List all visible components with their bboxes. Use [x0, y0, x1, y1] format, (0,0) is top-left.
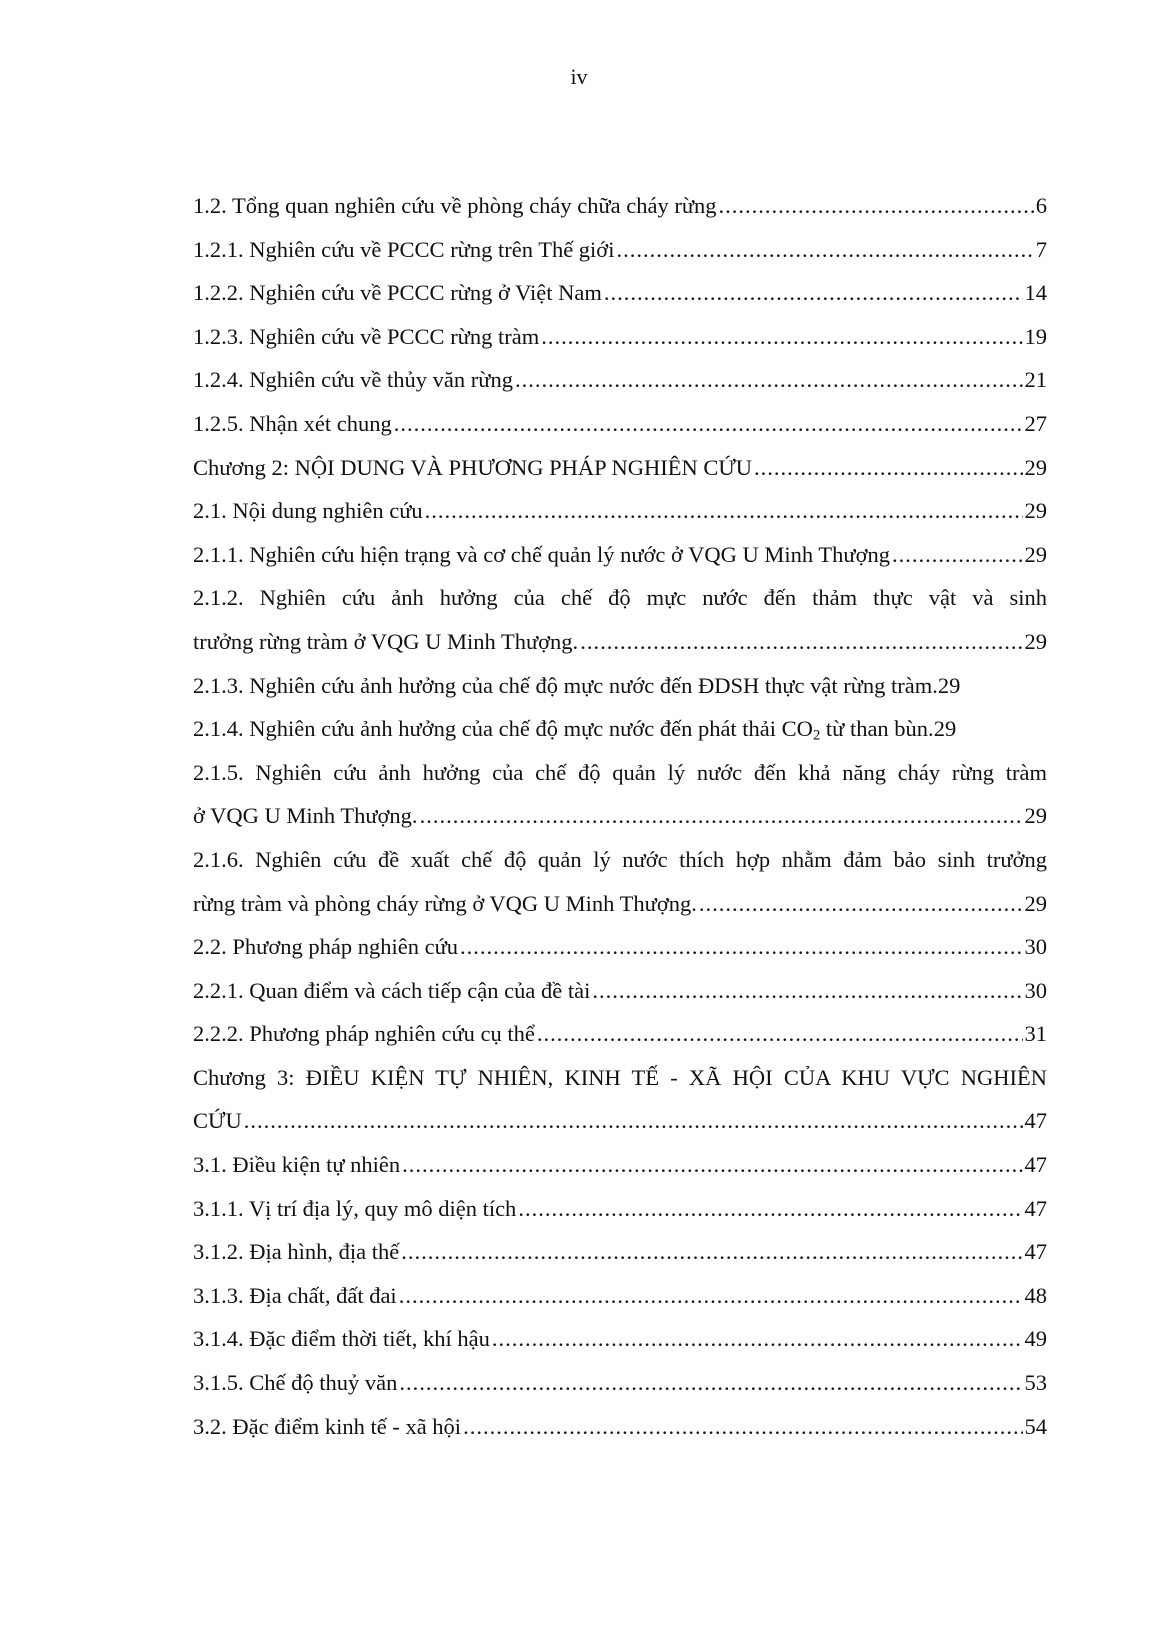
- toc-entry-title: Chương 2: NỘI DUNG VÀ PHƯƠNG PHÁP NGHIÊN CỨU: [193, 454, 753, 480]
- toc-entry-page: 31: [1024, 1021, 1047, 1047]
- toc-entry-page: 19: [1024, 323, 1047, 349]
- toc-entry-page: 29: [1024, 628, 1047, 654]
- toc-entry-page: 29: [1024, 803, 1047, 829]
- toc-entry[interactable]: [193, 1230, 1047, 1274]
- toc-entry-title: rừng tràm và phòng cháy rừng ở VQG U Minh Thượng.: [193, 890, 697, 916]
- toc-entry-title: 2.1. Nội dung nghiên cứu: [193, 498, 423, 524]
- dot-leader: [420, 794, 1023, 838]
- toc-entry-title: 2.2.2. Phương pháp nghiên cứu cụ thể: [193, 1021, 535, 1047]
- dot-leader: [463, 1405, 1022, 1449]
- toc-entry-first-line[interactable]: 2.1.5. Nghiên cứu ảnh hưởng của chế độ quản lý nước đến khả năng cháy rừng tràm: [193, 759, 1047, 785]
- dot-leader: [492, 1317, 1023, 1361]
- toc-entry-page: 54: [1024, 1413, 1047, 1439]
- toc-entry-title: 3.1.4. Đặc điểm thời tiết, khí hậu: [193, 1326, 490, 1352]
- dot-leader: [541, 315, 1022, 359]
- toc-entry-title: 3.2. Đặc điểm kinh tế - xã hội: [193, 1413, 462, 1439]
- toc-entry-title: 1.2.1. Nghiên cứu về PCCC rừng trên Thế giới: [193, 236, 615, 262]
- table-of-contents: [193, 184, 1047, 1448]
- toc-entry[interactable]: [193, 969, 1047, 1013]
- toc-entry[interactable]: [193, 1361, 1047, 1405]
- toc-entry-page: 48: [1024, 1282, 1047, 1308]
- toc-entry-title: 1.2. Tổng quan nghiên cứu về phòng cháy chữa cháy rừng: [193, 193, 717, 218]
- dot-leader: [399, 1274, 1023, 1318]
- toc-entry-page: 29: [1024, 541, 1047, 567]
- toc-entry-page: 47: [1024, 1239, 1047, 1265]
- dot-leader: [401, 1230, 1022, 1274]
- toc-entry-title: 3.1.2. Địa hình, địa thế: [193, 1239, 400, 1265]
- toc-entry-title: 3.1.5. Chế độ thuỷ văn: [193, 1370, 398, 1396]
- toc-entry-title-text: 2.1.4. Nghiên cứu ảnh hưởng của chế độ mực nước đến phát thải CO: [193, 716, 813, 742]
- dot-leader: [515, 358, 1023, 402]
- dot-leader: [719, 184, 1034, 228]
- toc-entry-page: 29: [933, 716, 957, 742]
- toc-entry-page: 53: [1024, 1370, 1047, 1396]
- toc-entry-title: 2.2. Phương pháp nghiên cứu: [193, 934, 459, 960]
- toc-entry[interactable]: [193, 664, 1047, 708]
- toc-entry[interactable]: [193, 620, 1047, 664]
- toc-entry-page: 47: [1024, 1195, 1047, 1221]
- toc-entry-title: 2.2.1. Quan điểm và cách tiếp cận của đề tài: [193, 977, 591, 1003]
- toc-entry-title: 1.2.3. Nghiên cứu về PCCC rừng tràm: [193, 323, 540, 349]
- toc-entry-title: 3.1. Điều kiện tự nhiên: [193, 1152, 401, 1178]
- toc-entry-title: 2.1.3. Nghiên cứu ảnh hưởng của chế độ mực nước đến ĐDSH thực vật rừng tràm.: [193, 672, 938, 698]
- toc-entry-first-line[interactable]: 2.1.6. Nghiên cứu đề xuất chế độ quản lý nước thích hợp nhằm đảm bảo sinh trưởng: [193, 846, 1047, 872]
- toc-entry[interactable]: [193, 1187, 1047, 1231]
- toc-entry-title: 1.2.2. Nghiên cứu về PCCC rừng ở Việt Nam: [193, 280, 602, 306]
- toc-entry[interactable]: [193, 1274, 1047, 1318]
- toc-entry[interactable]: [193, 271, 1047, 315]
- toc-entry-page: 27: [1024, 410, 1047, 436]
- toc-entry-title: [193, 707, 934, 751]
- toc-entry-page: 30: [1024, 934, 1047, 960]
- toc-entry-page: 29: [937, 672, 961, 698]
- toc-entry-first-line[interactable]: Chương 3: ĐIỀU KIỆN TỰ NHIÊN, KINH TẾ - XÃ HỘI CỦA KHU VỰC NGHIÊN: [193, 1064, 1047, 1090]
- toc-entry-page: 29: [1024, 498, 1047, 524]
- toc-entry-title: ở VQG U Minh Thượng.: [193, 803, 418, 829]
- dot-leader: [425, 489, 1023, 533]
- toc-entry-title: 3.1.3. Địa chất, đất đai: [193, 1282, 397, 1308]
- toc-entry[interactable]: [193, 1099, 1047, 1143]
- toc-entry-page: 30: [1024, 977, 1047, 1003]
- toc-entry[interactable]: [193, 358, 1047, 402]
- dot-leader: [616, 228, 1033, 272]
- dot-leader: [537, 1012, 1023, 1056]
- toc-entry-page: 21: [1024, 367, 1047, 393]
- toc-entry-page: 7: [1035, 236, 1047, 262]
- toc-entry-title: CỨU: [193, 1108, 242, 1134]
- dot-leader: [244, 1099, 1023, 1143]
- toc-entry-title: 1.2.4. Nghiên cứu về thủy văn rừng: [193, 367, 513, 393]
- toc-entry[interactable]: [193, 1317, 1047, 1361]
- dot-leader: [592, 969, 1022, 1013]
- dot-leader: [754, 446, 1022, 490]
- toc-entry-page: 29: [1024, 890, 1047, 916]
- dot-leader: [518, 1187, 1022, 1231]
- toc-entry-title: 1.2.5. Nhận xét chung: [193, 410, 392, 436]
- dot-leader: [402, 1143, 1022, 1187]
- toc-entry[interactable]: [193, 794, 1047, 838]
- dot-leader: [399, 1361, 1022, 1405]
- toc-entry-title: trưởng rừng tràm ở VQG U Minh Thượng.: [193, 628, 579, 654]
- toc-entry[interactable]: [193, 315, 1047, 359]
- toc-entry[interactable]: [193, 446, 1047, 490]
- toc-entry-title: 2.1.1. Nghiên cứu hiện trạng và cơ chế quản lý nước ở VQG U Minh Thượng: [193, 541, 890, 567]
- dot-leader: [892, 533, 1023, 577]
- toc-entry-title: 3.1.1. Vị trí địa lý, quy mô diện tích: [193, 1195, 517, 1221]
- toc-entry[interactable]: [193, 1012, 1047, 1056]
- subscript: 2: [812, 727, 821, 744]
- toc-entry[interactable]: [193, 402, 1047, 446]
- toc-entry[interactable]: [193, 1143, 1047, 1187]
- dot-leader: [580, 620, 1022, 664]
- toc-entry[interactable]: [193, 707, 1047, 751]
- toc-entry[interactable]: [193, 184, 1047, 228]
- toc-entry-first-line[interactable]: 2.1.2. Nghiên cứu ảnh hưởng của chế độ mực nước đến thảm thực vật và sinh: [193, 585, 1047, 611]
- toc-entry-page: 14: [1024, 280, 1047, 306]
- toc-entry[interactable]: [193, 882, 1047, 926]
- dot-leader: [460, 925, 1022, 969]
- toc-entry[interactable]: [193, 533, 1047, 577]
- toc-entry-page: 47: [1024, 1108, 1047, 1134]
- toc-entry-page: 47: [1024, 1152, 1047, 1178]
- dot-leader: [604, 271, 1023, 315]
- dot-leader: [394, 402, 1023, 446]
- toc-entry-title-rest: từ than bùn.: [820, 716, 934, 742]
- toc-entry[interactable]: [193, 228, 1047, 272]
- page-number: iv: [570, 64, 588, 89]
- toc-entry[interactable]: [193, 1405, 1047, 1449]
- toc-entry-page: 29: [1024, 454, 1047, 480]
- toc-entry-page: 6: [1035, 193, 1047, 218]
- toc-entry-page: 49: [1024, 1326, 1047, 1352]
- toc-entry[interactable]: [193, 925, 1047, 969]
- toc-entry[interactable]: [193, 489, 1047, 533]
- dot-leader: [699, 882, 1023, 926]
